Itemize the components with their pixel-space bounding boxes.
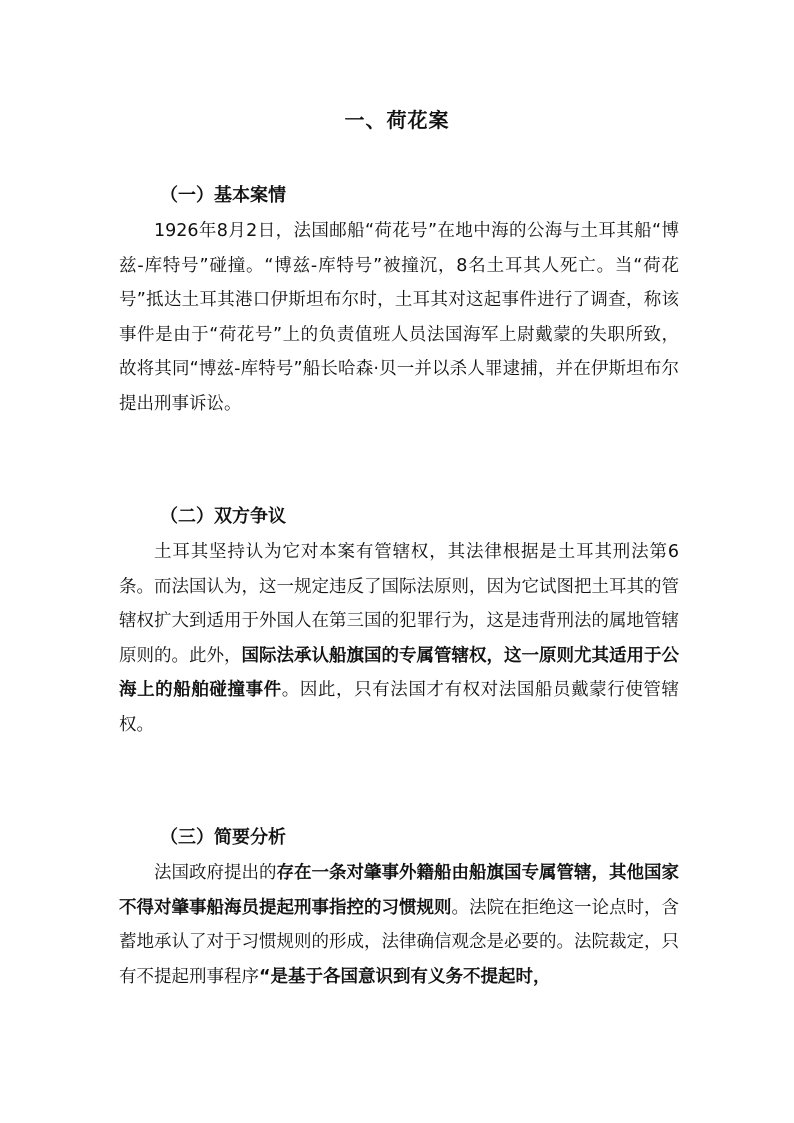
section-paragraph-analysis <box>119 856 679 994</box>
paragraph-text: 1926年8月2日，法国邮船“荷花号”在地中海的公海与土耳其船“博兹-库特号”碰撞。“博兹-库特号”被撞沉，8名土耳其人死亡。当“荷花号”抵达土耳其港口伊斯坦布尔时，土耳其对这起事件进行了调查，称该事件是由于“荷花号”上的负责值班人员法国海军上尉戴蒙的失职所致，故将其同“博兹-库特号”船长哈森·贝一并以杀人罪逮捕，并在伊斯坦布尔提出刑事诉讼。 <box>119 221 679 414</box>
section-paragraph-dispute <box>119 535 679 742</box>
paragraph-text: 土耳其坚持认为它对本案有管辖权，其法律根据是土耳其刑法第6条。而法国认为，这一规定违反了国际法原则，因为它试图把土耳其的管辖权扩大到适用于外国人在第三国的犯罪行为，这是违背刑法的属地管辖原则的。此外， <box>119 542 679 666</box>
paragraph-bold-text: “是基于各国意识到有义务不提起时， <box>259 966 551 987</box>
section-heading-analysis: （三）简要分析 <box>160 827 286 848</box>
paragraph-text: 法国政府提出的 <box>154 863 277 883</box>
paragraph-bold-text: 存在一条对肇事外籍船由船旗国专属管辖，其他国家不得对肇事船海员提起刑事指控的习惯规则 <box>119 863 679 918</box>
paragraph-text: 。法院在拒绝这一论点时，含蓄地承认了对于习惯规则的形成，法律确信观念是必要的。法院裁定，只有不提起刑事程序 <box>119 897 679 987</box>
paragraph-bold-text: 国际法承认船旗国的专属管辖权，这一原则尤其适用于公海上的船舶碰撞事件 <box>119 645 679 700</box>
paragraph-text: 。因此，只有法国才有权对法国船员戴蒙行使管辖权。 <box>119 680 679 735</box>
document-title: 一、荷花案 <box>344 108 450 132</box>
section-paragraph-basic-facts <box>119 214 679 421</box>
section-heading-dispute: （二）双方争议 <box>160 506 286 527</box>
section-heading-basic-facts: （一）基本案情 <box>160 185 286 206</box>
